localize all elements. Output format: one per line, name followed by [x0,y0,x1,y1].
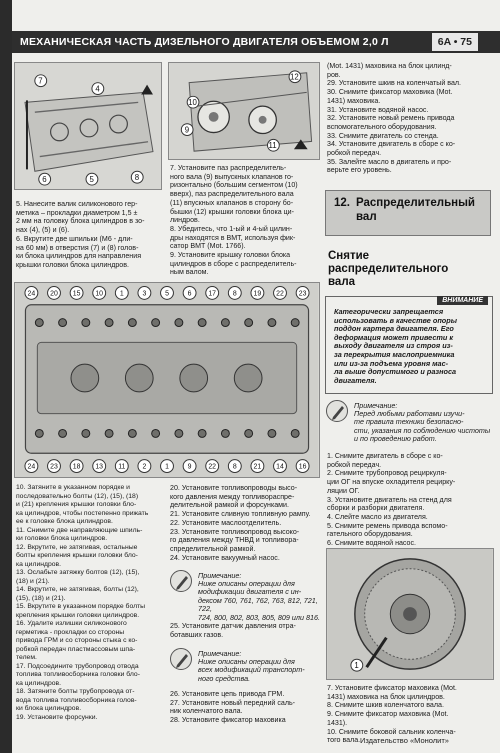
text-line: делительной рамкой и форсунками. [170,501,289,510]
text-line: крышки головки блока цилиндров. [16,260,129,269]
top-bolt-label: 15 [72,290,81,298]
subsection-title-line: распределительного [328,263,449,275]
top-bolt-head [198,319,206,327]
warning-line: поддон картера двигателя. Его [334,324,454,334]
warning-line: Категорически запрещается [334,307,444,316]
camshaft-drawing [169,63,319,159]
section-heading-box [325,190,491,236]
top-bolt-head [245,319,253,327]
note-line: и по проведению работ. [354,434,437,444]
top-bolt-label: 5 [165,290,169,298]
note-line: Ниже описаны операции для [198,657,295,666]
flywheel-drawing [327,549,493,679]
text-line: вода топлива топливосборника голов- [16,696,137,704]
section-number: 12. [334,197,350,209]
text-line: спределительной рамкой. [170,544,256,553]
text-line: ка цилиндров. [16,560,62,568]
fig-flywheel-label-1: 1 [354,661,359,671]
note-line: дексом 760, 761, 762, 763, 812, 721, 722, [198,595,318,614]
text-line: привода ГРМ и со стороны стыка с ко- [16,637,138,644]
top-bolt-head [128,319,136,327]
text-step-25 [170,622,322,639]
note-line: 724, 800, 802, 803, 805, 809 или 816. [198,612,320,622]
top-bolt-label: 23 [298,290,307,298]
text-line: ризонтально (большим сегментом (10) [170,181,298,190]
fig1-label-5: 5 [89,175,94,185]
text-line: 8. Убедитесь, что 1-ый и 4-ый цилин- [170,224,293,233]
text-line: 1431). [327,718,348,727]
text-line: 35. Залейте масло в двигатель и про- [327,157,452,166]
figure-flywheel-lock [326,548,494,680]
text-line: ки блока цилиндров. [16,705,82,712]
bottom-bolt-head [268,429,276,437]
text-line: 7. Установите паз распределитель- [170,164,287,172]
bottom-bolt-label: 24 [27,463,36,471]
text-steps-10-19 [16,484,166,722]
subsection-title-line: Снятие [328,250,370,262]
bottom-bolt-label: 18 [72,463,81,471]
text-line: 10. Затяните в указанном порядке и [16,484,130,491]
fig1-label-6: 6 [42,175,47,185]
bottom-bolt-head [175,429,183,437]
text-line: 2 мм на головку блока цилиндров в зо- [16,217,145,226]
warning-box [325,296,493,394]
text-line: ляции ОГ. [327,486,360,495]
text-line: болты крепления крышки головки бло- [16,552,138,559]
note-modifications [170,570,322,622]
fig2-label-12: 12 [290,72,299,82]
text-line: на 60 мм) в отверстия (7) и (8) голов- [16,243,139,252]
text-line: 11. Снимите две направляющие шпиль- [16,526,143,534]
text-line: 22. Установите маслоотделитель. [170,518,282,527]
bottom-bolt-head [152,429,160,437]
text-line: 1. Снимите двигатель в сборе с ко- [327,452,443,460]
bottom-bolt-head [82,429,90,437]
text-line: 9. Снимите фиксатор маховика (Mot. [327,710,449,719]
text-line: 4. Слейте масло из двигателя. [327,512,428,521]
bottom-bolt-label: 23 [50,463,58,471]
top-bolt-label: 20 [50,290,58,298]
note-pencil-icon [170,648,192,670]
bottom-bolt-head [128,429,136,437]
text-line: линдров. [170,216,200,225]
bottom-bolt-label: 14 [276,463,284,471]
top-bolt-label: 3 [142,290,147,298]
fig2-label-9: 9 [184,125,190,135]
text-line: 8. Снимите шкив коленчатого вала. [327,701,444,710]
note-label: Примечание: [354,401,398,410]
text-line: го давления между ТНВД и топливора- [170,536,299,545]
note-line: Перед любыми работами изучи- [354,409,465,418]
bottom-bolt-label: 2 [142,463,147,471]
text-line: сборки и разборки двигателя. [327,504,425,513]
fig1-label-4: 4 [95,84,100,94]
top-bolt-head [221,319,229,327]
section-title-line1: Распределительный [356,197,475,209]
text-line: и (21) крепления крышки головки бло- [16,501,137,508]
text-line: 17. Подсоедините трубопровод отвода [16,662,139,670]
text-line: ка цилиндров, чтобы постепенно прижать [16,509,149,517]
top-bolt-label: 19 [253,290,262,298]
text-line: 5. Снимите ремень привода вспомо- [327,521,448,530]
bottom-bolt-label: 8 [232,463,237,471]
text-line: 27. Установите новый передний саль- [170,698,296,707]
text-line: 6. Снимите водяной насос. [327,539,417,548]
text-line: сатор ВМТ (Mot. 1766). [170,242,246,251]
text-line: 18. Затяните болты трубопровода от- [16,688,135,695]
text-line: цилиндров в сборе с распределитель- [170,259,297,268]
bottom-bolt-label: 1 [165,463,169,471]
top-bolt-head [59,319,67,327]
text-line: 23. Установите топливопровод высоко- [170,527,300,536]
text-line: бышки (12) крышки головки блока ци- [170,207,295,216]
text-line: телем. [16,654,37,661]
text-line: 34. Установите двигатель в сборе с ко- [327,140,456,149]
fig1-label-7: 7 [38,76,43,86]
bottom-bolt-label: 21 [253,463,262,471]
publisher-footer: Издательство «Монолит» [360,736,449,745]
text-line: дры находятся в ВМТ, используя фик- [170,233,296,242]
text-line: (18) и (21). [16,577,50,585]
text-line: 9. Установите крышку головки блока [170,251,291,260]
bottom-bolt-head [245,429,253,437]
note-label: Примечание: [198,571,242,580]
text-line: 21. Установите сливную топливную рампу. [170,510,311,519]
bottom-bolt-head [291,429,299,437]
top-bolt-label: 10 [95,290,104,298]
page-header [12,31,500,53]
figure-camshaft-position [168,62,320,160]
bottom-bolt-head [105,429,113,437]
text-line: ного вала (9) выпускных клапанов го- [170,172,294,181]
bottom-bolt-label: 13 [95,463,104,471]
top-bolt-head [105,319,113,327]
subsection-title [328,250,448,289]
text-line: верьте его уровень. [327,166,392,175]
warning-line: ла выше допустимого и разноса [334,367,457,377]
text-line: 33. Снимите двигатель со стенда. [327,131,439,140]
note-safety [326,400,494,448]
bottom-bolt-label: 11 [118,463,126,471]
text-line: нах (4), (5) и (6). [16,226,70,235]
note-label: Примечание: [198,649,242,658]
text-steps-20-24 [170,484,322,562]
top-bolt-head [152,319,160,327]
note-line: модификации двигателя с ин- [198,587,302,597]
text-line: вверх), паз распределительного вала [170,190,294,199]
text-line: робкой передач. [327,460,382,469]
text-line: 1431) маховика на блок цилиндров. [327,692,445,701]
note-line: всех модификаций транспорт- [198,665,305,675]
warning-line: или из-за подъема уровня мас- [334,358,449,368]
text-line: 6. Вкрутите две шпильки (M6 - дли- [16,234,133,243]
text-line: топлива топливосборника головки бло- [16,671,140,678]
bottom-bolt-label: 22 [208,463,217,471]
text-line: 2. Снимите трубопровод рециркуля- [327,469,447,478]
text-line: вспомогательного оборудования. [327,122,437,131]
bottom-bolt-head [221,429,229,437]
text-line: 29. Установите шкив на коленчатый вал. [327,79,462,88]
note-text [198,580,322,622]
text-line: (11) впускных клапанов в сторону бо- [170,198,294,207]
subsection-title-line: вала [328,276,356,288]
text-line: ее к головке блока цилиндров. [16,518,113,525]
text-line: 24. Установите вакуумный насос. [170,553,280,562]
text-line: метика – прокладки диаметром 1,5 ± [16,208,138,217]
text-steps-28-35 [327,62,493,175]
text-line: 10. Снимите боковой сальник коленча- [327,727,456,736]
top-bolt-label: 24 [27,290,36,298]
figure-cylinder-head-sealant [14,62,162,190]
warning-line: использовать в качестве опоры [334,315,457,325]
text-line: (Mot. 1431) маховика на блок цилинд- [327,62,452,70]
text-line: 5. Нанесите валик силиконового гер- [16,200,138,208]
bottom-bolt-head [198,429,206,437]
top-bolt-label: 1 [119,290,124,298]
text-line: ки головки блока цилиндров. [16,535,108,542]
note-line: Ниже описаны операции для [198,579,295,588]
text-steps-7-9 [170,164,320,277]
text-line: гательного оборудования. [327,530,413,539]
text-line: 12. Вкрутите, не затягивая, остальные [16,543,138,551]
text-line: 16. Удалите излишки силиконового [16,620,127,627]
text-line: того вала. [327,736,361,745]
text-line: крепления крышки головки цилиндров. [16,611,140,619]
cylinder-head-cover-drawing [15,283,319,477]
note-text [354,410,494,444]
note-pencil-icon [170,570,192,592]
bottom-bolt-label: 9 [187,463,192,471]
text-steps-5-6 [16,200,162,270]
text-line: последовательно болты (12), (15), (18) [16,492,139,500]
text-line: 30. Снимите фиксатор маховика (Mot. [327,88,453,97]
top-bolt-label: 8 [232,290,237,298]
top-bolt-head [291,319,299,327]
bottom-bolt-head [35,429,43,437]
text-line: 14. Вкрутите, не затягивая, болты (12), [16,586,139,593]
binding-strip [0,0,12,753]
text-line: 32. Установите новый ремень привода [327,114,455,123]
top-bolt-label: 17 [208,290,217,298]
text-line: робкой передач пластмассовым шпа- [16,645,136,653]
warning-text [334,308,490,385]
text-line: ным валом. [170,268,209,277]
bottom-bolt-head [59,429,67,437]
text-steps-26-28 [170,690,322,725]
note-line: ного средства. [198,673,251,683]
top-bolt-head [82,319,90,327]
warning-line: за перекрытия маслоприемника [334,349,455,359]
text-line: 15. Вкрутите в указанном порядке болты [16,603,146,610]
warning-badge: ВНИМАНИЕ [437,296,488,305]
text-line: ботавших газов. [170,630,224,639]
text-line: ник коленчатого вала. [170,707,243,716]
warning-line: выходу двигателя из строя из- [334,341,453,351]
text-line: 31. Установите водяной насос. [327,105,429,114]
top-bolt-label: 22 [276,290,284,298]
text-line: 25. Установите датчик давления отра- [170,622,296,630]
text-line: ки блока цилиндров для направления [16,252,142,261]
note-line: сти, указания по соблюдению чистоты [354,425,491,435]
top-bolt-head [35,319,43,327]
text-line: 20. Установите топливопроводы высо- [170,484,298,492]
text-steps-1-6 [327,452,493,548]
text-line: (15), (18) и (21). [16,594,66,602]
note-pencil-icon [326,400,348,422]
text-line: 3. Установите двигатель на стенд для [327,495,452,504]
fig1-label-8: 8 [134,173,140,183]
warning-line: двигателя. [334,375,377,385]
text-line: ции ОГ на впуске охладителя рецирку- [327,478,456,487]
top-bolt-head [175,319,183,327]
text-line: кого давления между топливораспре- [170,492,295,501]
text-line: 19. Установите форсунки. [16,713,98,721]
cylinder-head-drawing [15,63,161,189]
text-line: 13. Ослабьте затяжку болтов (12), (15), [16,569,140,576]
section-title-line2: вал [356,211,377,223]
text-line: 1431) маховика. [327,96,381,105]
figure-bolt-tightening-sequence [14,282,320,478]
top-bolt-head [268,319,276,327]
bottom-bolt-label: 16 [298,463,307,471]
header-title: МЕХАНИЧЕСКАЯ ЧАСТЬ ДИЗЕЛЬНОГО ДВИГАТЕЛЯ ОБЪЕМОМ 2,0 Л [20,36,389,48]
top-bolt-label: 6 [187,290,192,298]
text-line: ров. [327,70,341,79]
chapter-page-tab: 6A • 75 [432,33,478,51]
note-all-modifications [170,648,322,688]
note-text [198,658,322,683]
fig2-label-10: 10 [188,98,197,108]
warning-line: деформация может привести к [334,332,454,342]
text-line: 26. Установите цепь привода ГРМ. [170,690,285,698]
text-line: герметика - прокладки со стороны [16,628,125,636]
note-line: те правила техники безопасно- [354,417,464,427]
text-line: робкой передач. [327,149,382,158]
text-line: 7. Установите фиксатор маховика (Mot. [327,684,457,692]
fig2-label-11: 11 [268,141,277,151]
text-line: ка цилиндров. [16,679,62,687]
text-line: 28. Установите фиксатор маховика [170,716,286,725]
